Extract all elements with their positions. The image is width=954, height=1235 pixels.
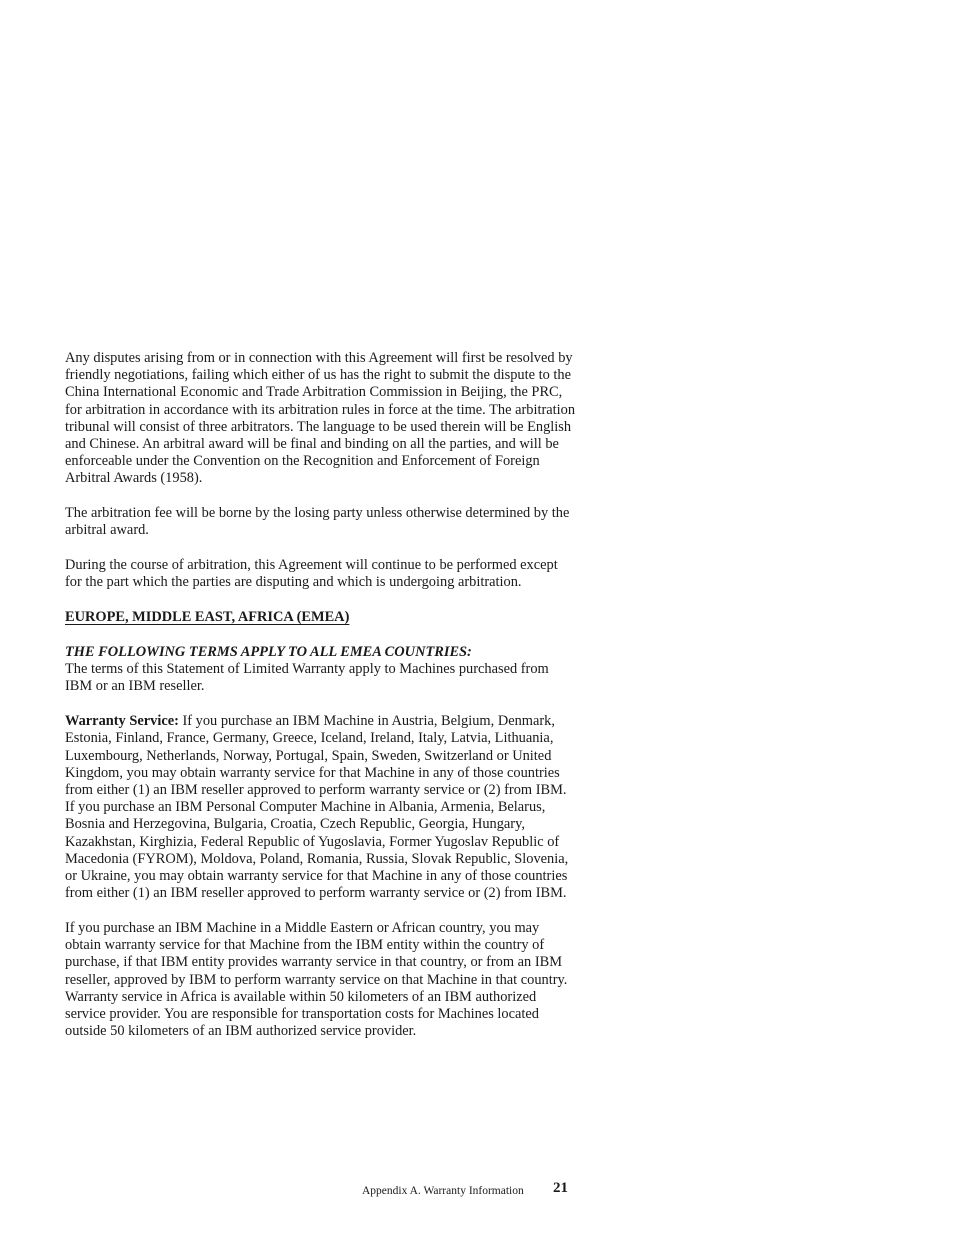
arbitration-performance-paragraph: During the course of arbitration, this Agreement will continue to be performed except for the part which the parties are disputing and which is undergoing arbitration. bbox=[65, 557, 558, 591]
page-number: 21 bbox=[553, 1180, 568, 1196]
arbitration-fee-paragraph: The arbitration fee will be borne by the losing party unless otherwise determined by the arbitral award. bbox=[65, 505, 570, 539]
warranty-service-label: Warranty Service: bbox=[65, 713, 179, 730]
document-body bbox=[65, 350, 575, 1058]
emea-section bbox=[65, 609, 575, 626]
emea-heading: EUROPE, MIDDLE EAST, AFRICA (EMEA) bbox=[65, 609, 350, 626]
footer-section-label: Appendix A. Warranty Information bbox=[362, 1185, 524, 1197]
middle-east-africa-paragraph: If you purchase an IBM Machine in a Middle Eastern or African country, you may obtain warranty service for that Machine from the IBM entity within the country of purchase, if that IBM entity provides warranty service in that country, or from an IBM reseller, approved by IBM to perform warranty service on that Machine in that country. Warranty service in Africa is available within 50 kilometers of an IBM authorized service provider. You are responsible for transportation costs for Machines located outside 50 kilometers of an IBM authorized service provider. bbox=[65, 920, 568, 1040]
emea-intro: The terms of this Statement of Limited Warranty apply to Machines purchased from IBM or an IBM reseller. bbox=[65, 661, 549, 695]
arbitration-paragraph: Any disputes arising from or in connection with this Agreement will first be resolved by friendly negotiations, failing which either of us has the right to submit the dispute to the China International Economic and Trade Arbitration Commission in Beijing, the PRC, for arbitration in accordance with its arbitration rules in force at the time. The arbitration tribunal will consist of three arbitrators. The language to be used therein will be English and Chinese. An arbitral award will be final and binding on all the parties, and will be enforceable under the Convention on the Recognition and Enforcement of Foreign Arbitral Awards (1958). bbox=[65, 350, 576, 487]
emea-subheading: THE FOLLOWING TERMS APPLY TO ALL EMEA COUNTRIES: bbox=[65, 644, 472, 661]
warranty-service-text: If you purchase an IBM Machine in Austria, Belgium, Denmark, Estonia, Finland, France, Germany, Greece, Iceland, Ireland, Italy, Latvia, Lithuania, Luxembourg, Netherlands, Norway, Portugal, Spain, Sweden, Switzerland or United Kingdom, you may obtain warranty service for that Machine in any of those countries from either (1) an IBM reseller approved to perform warranty service or (2) from IBM. If you purchase an IBM Personal Computer Machine in Albania, Armenia, Belarus, Bosnia and Herzegovina, Bulgaria, Croatia, Czech Republic, Georgia, Hungary, Kazakhstan, Kirghizia, Federal Republic of Yugoslavia, Former Yugoslav Republic of Macedonia (FYROM), Moldova, Poland, Romania, Russia, Slovak Republic, Slovenia, or Ukraine, you may obtain warranty service for that Machine in any of those countries from either (1) an IBM reseller approved to perform warranty service or (2) from IBM. bbox=[65, 713, 569, 902]
warranty-service-paragraph bbox=[65, 713, 575, 902]
emea-terms-block bbox=[65, 644, 575, 696]
